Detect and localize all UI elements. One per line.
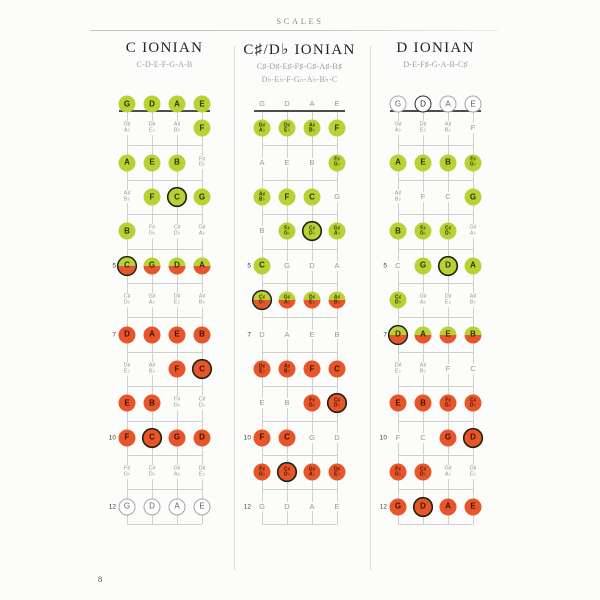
scale-note: F♯ G♭: [390, 464, 407, 481]
fret-line: [262, 352, 337, 353]
non-scale-note: D♯ E♭: [198, 465, 206, 478]
non-scale-note: F: [445, 364, 451, 374]
scale-note: A: [440, 498, 457, 515]
scale-note: B: [194, 326, 211, 343]
chart-header-csharp-dflat-ionian: [225, 40, 375, 85]
scale-note: F: [304, 361, 321, 378]
scale-note: G: [415, 257, 432, 274]
non-scale-note: A: [309, 99, 315, 109]
scale-note: E: [465, 498, 482, 515]
fret-line: [398, 489, 473, 490]
scale-note: F: [194, 120, 211, 137]
fret-number: 7: [112, 331, 116, 339]
non-scale-note: F: [420, 192, 426, 202]
fret-line: [398, 455, 473, 456]
scale-note: E: [144, 154, 161, 171]
scale-note: G: [390, 498, 407, 515]
non-scale-note: F♯ G♭: [173, 396, 181, 409]
scale-notes-line: C-D-E-F-G-A-B: [136, 60, 193, 69]
scale-note: G♯ A♭: [304, 464, 321, 481]
fret-line: [127, 180, 202, 181]
scale-note: C♯ D♭: [390, 292, 407, 309]
chart-header-c-ionian: [90, 40, 240, 73]
non-scale-note: A♯ B♭: [123, 190, 131, 202]
non-scale-note: D: [284, 501, 290, 511]
fret-line: [127, 249, 202, 250]
scale-note-root: D: [390, 326, 407, 343]
nut: [254, 110, 345, 113]
fret-line: [398, 386, 473, 387]
fret-line: [262, 524, 337, 525]
non-scale-note: A♯ B♭: [198, 293, 206, 306]
non-scale-note: G♯ A♭: [148, 293, 156, 306]
fret-line: [398, 421, 473, 422]
non-scale-note: A: [334, 260, 340, 270]
fret-line: [127, 317, 202, 318]
non-scale-note: G: [284, 260, 290, 270]
string-line: [473, 111, 474, 524]
fret-line: [262, 180, 337, 181]
non-scale-note: C♯ D♭: [123, 293, 131, 306]
scale-note: A: [144, 326, 161, 343]
non-scale-note: B: [259, 226, 265, 236]
chart-header-d-ionian: [361, 40, 511, 73]
scale-note: E: [465, 96, 482, 113]
non-scale-note: A♯ B♭: [148, 362, 156, 374]
scale-note: C: [304, 189, 321, 206]
scale-note: D: [194, 429, 211, 446]
non-scale-note: G♯ A♭: [469, 224, 477, 237]
fret-line: [262, 489, 337, 490]
chart-title: C IONIAN: [125, 40, 204, 56]
fret-number: 10: [243, 434, 251, 442]
scale-note: B: [390, 223, 407, 240]
fret-number: 10: [108, 434, 116, 442]
scale-note: F♯ G♭: [440, 395, 457, 412]
scale-notes-line: C♯-D♯-E♯-F♯-G♯-A♯-B♯: [256, 62, 343, 71]
fretboard: [97, 96, 233, 536]
non-scale-note: F♯ G♭: [123, 465, 131, 478]
fret-line: [127, 489, 202, 490]
fret-line: [398, 249, 473, 250]
non-scale-note: C: [420, 432, 426, 442]
non-scale-note: D: [309, 260, 315, 270]
non-scale-note: D: [334, 432, 340, 442]
non-scale-note: G♯ A♭: [394, 121, 402, 134]
fretboard: [368, 96, 504, 536]
scale-notes-line: D♭-E♭-F-G♭-A♭-B♭-C: [261, 75, 338, 84]
scale-note: A: [465, 257, 482, 274]
scale-note: E: [119, 395, 136, 412]
scale-note: F♯ G♭: [329, 154, 346, 171]
scale-note: D♯ E♭: [329, 464, 346, 481]
non-scale-note: G: [259, 501, 265, 511]
scale-note: A♯ B♭: [279, 361, 296, 378]
non-scale-note: G♯ A♭: [444, 465, 452, 478]
scale-note: A♯ B♭: [254, 189, 271, 206]
non-scale-note: F♯ G♭: [148, 224, 156, 237]
non-scale-note: D♯ E♭: [394, 362, 402, 374]
scale-note-root: C♯ D♭: [279, 464, 296, 481]
scale-note: C♯ D♭: [415, 464, 432, 481]
scale-note: G: [440, 429, 457, 446]
scale-notes-line: D-E-F♯-G-A-B-C♯: [403, 60, 468, 69]
scale-note: F: [144, 189, 161, 206]
scale-note: G: [144, 257, 161, 274]
scale-note: F♯ G♭: [304, 395, 321, 412]
non-scale-note: E: [284, 157, 290, 167]
fret-line: [262, 317, 337, 318]
fret-line: [127, 524, 202, 525]
scale-note: C♯ D♭: [440, 223, 457, 240]
scale-note: D: [169, 257, 186, 274]
scale-note: E: [194, 96, 211, 113]
non-scale-note: D♯ E♭: [148, 121, 156, 134]
non-scale-note: D♯ E♭: [444, 293, 452, 306]
scale-note: C: [254, 257, 271, 274]
fret-line: [127, 283, 202, 284]
fret-number: 10: [379, 434, 387, 442]
header-rule: [90, 30, 498, 31]
non-scale-note: F♯ G♭: [198, 155, 206, 168]
scale-note: F: [279, 189, 296, 206]
fret-line: [127, 145, 202, 146]
non-scale-note: A♯ B♭: [173, 121, 181, 134]
chart-title: D IONIAN: [396, 40, 475, 56]
non-scale-note: C♯ D♭: [148, 465, 156, 478]
scale-note: G: [169, 429, 186, 446]
scale-note: F: [329, 120, 346, 137]
non-scale-note: G♯ A♭: [419, 293, 427, 306]
non-scale-note: D♯ E♭: [469, 465, 477, 478]
scale-note: A: [119, 154, 136, 171]
non-scale-note: G♯ A♭: [123, 121, 131, 134]
scale-note: G: [119, 498, 136, 515]
scale-note: A: [440, 96, 457, 113]
scale-note: D♯ E♭: [279, 120, 296, 137]
scale-note: E: [194, 498, 211, 515]
fret-line: [262, 214, 337, 215]
fret-number: 5: [112, 262, 116, 270]
scale-note: F♯ G♭: [254, 464, 271, 481]
non-scale-note: A: [284, 329, 290, 339]
non-scale-note: A♯ B♭: [469, 293, 477, 306]
scale-note: F♯ G♭: [415, 223, 432, 240]
chart-title: C♯/D♭ IONIAN: [243, 42, 356, 58]
scale-note: B: [119, 223, 136, 240]
scale-note: A♯ B♭: [329, 292, 346, 309]
non-scale-note: B: [334, 329, 340, 339]
scale-note: C: [329, 361, 346, 378]
non-scale-note: G: [259, 99, 265, 109]
fret-line: [262, 249, 337, 250]
scale-note: B: [465, 326, 482, 343]
fret-line: [262, 455, 337, 456]
non-scale-note: D: [284, 99, 290, 109]
fret-line: [127, 421, 202, 422]
scale-note-root: C♯ D♭: [304, 223, 321, 240]
fret-line: [262, 145, 337, 146]
scale-note-root: D: [440, 257, 457, 274]
fret-line: [127, 455, 202, 456]
scale-note: G♯ A♭: [329, 223, 346, 240]
scale-note: F♯ G♭: [465, 154, 482, 171]
fret-line: [262, 386, 337, 387]
scale-note: E: [169, 326, 186, 343]
string-line: [337, 111, 338, 524]
fret-line: [127, 386, 202, 387]
non-scale-note: A: [259, 157, 265, 167]
scale-note: A: [194, 257, 211, 274]
non-scale-note: E: [334, 501, 340, 511]
scale-note: G: [119, 96, 136, 113]
non-scale-note: E: [259, 398, 265, 408]
fret-line: [398, 145, 473, 146]
running-head: SCALES: [276, 16, 324, 26]
page-number: 8: [98, 574, 103, 584]
scale-note: B: [169, 154, 186, 171]
scale-note: F: [254, 429, 271, 446]
non-scale-note: A♯ B♭: [444, 121, 452, 134]
scale-note-root: C: [194, 361, 211, 378]
fret-number: 12: [379, 503, 387, 511]
non-scale-note: A: [309, 501, 315, 511]
scale-note: F: [169, 361, 186, 378]
fret-number: 5: [247, 262, 251, 270]
non-scale-note: D: [259, 329, 265, 339]
non-scale-note: B: [309, 157, 315, 167]
scale-note-root: D: [465, 429, 482, 446]
non-scale-note: G: [309, 432, 315, 442]
scale-note: A: [390, 154, 407, 171]
non-scale-note: C: [395, 260, 401, 270]
fret-line: [398, 352, 473, 353]
scale-note: G: [465, 189, 482, 206]
non-scale-note: C: [445, 192, 451, 202]
scale-note: F: [119, 429, 136, 446]
non-scale-note: G♯ A♭: [198, 224, 206, 237]
scale-note: E: [415, 154, 432, 171]
fret-number: 12: [108, 503, 116, 511]
non-scale-note: A♯ B♭: [394, 190, 402, 202]
non-scale-note: D♯ E♭: [173, 293, 181, 306]
scale-note: C: [279, 429, 296, 446]
fret-number: 7: [383, 331, 387, 339]
scale-note: D: [144, 96, 161, 113]
scale-note-root: C: [144, 429, 161, 446]
scale-note: B: [440, 154, 457, 171]
scale-note: C♯ D♭: [465, 395, 482, 412]
scale-note-root: C♯ D♭: [254, 292, 271, 309]
scale-note: D♯ E♭: [254, 361, 271, 378]
scale-note: D: [119, 326, 136, 343]
fret-line: [398, 524, 473, 525]
non-scale-note: C♯ D♭: [173, 224, 181, 237]
scale-note: A♯ B♭: [304, 120, 321, 137]
scale-note: G: [194, 189, 211, 206]
non-scale-note: E: [309, 329, 315, 339]
scale-note: G: [390, 96, 407, 113]
non-scale-note: C: [470, 364, 476, 374]
fretboard: [232, 96, 368, 536]
fret-line: [398, 214, 473, 215]
fret-number: 5: [383, 262, 387, 270]
fret-line: [127, 214, 202, 215]
non-scale-note: F: [470, 123, 476, 133]
scale-note: A: [169, 96, 186, 113]
scale-note: F♯ G♭: [279, 223, 296, 240]
scale-note: E: [390, 395, 407, 412]
scale-note: D: [144, 498, 161, 515]
scale-note: A: [415, 326, 432, 343]
non-scale-note: F: [395, 432, 401, 442]
non-scale-note: A♯ B♭: [419, 362, 427, 374]
fret-line: [262, 283, 337, 284]
scale-note: E: [440, 326, 457, 343]
scale-note-root: D: [415, 498, 432, 515]
non-scale-note: G: [334, 192, 340, 202]
scale-note-root: D: [415, 96, 432, 113]
fret-line: [262, 421, 337, 422]
fret-line: [398, 180, 473, 181]
scale-note-root: C: [169, 189, 186, 206]
fret-number: 12: [243, 503, 251, 511]
scale-note: B: [415, 395, 432, 412]
scale-note: G♯ A♭: [279, 292, 296, 309]
non-scale-note: C♯ D♭: [198, 396, 206, 409]
scale-note-root: C: [119, 257, 136, 274]
fret-line: [127, 352, 202, 353]
scale-note: G♯ A♭: [254, 120, 271, 137]
non-scale-note: D♯ E♭: [419, 121, 427, 134]
fret-line: [398, 283, 473, 284]
non-scale-note: G♯ A♭: [173, 465, 181, 478]
scale-note: B: [144, 395, 161, 412]
string-line: [202, 111, 203, 524]
scale-note: D♯ E♭: [304, 292, 321, 309]
scale-note-root: C♯ D♭: [329, 395, 346, 412]
non-scale-note: D♯ E♭: [123, 362, 131, 374]
fret-number: 7: [247, 331, 251, 339]
non-scale-note: B: [284, 398, 290, 408]
scale-note: A: [169, 498, 186, 515]
non-scale-note: E: [334, 99, 340, 109]
fret-line: [398, 317, 473, 318]
